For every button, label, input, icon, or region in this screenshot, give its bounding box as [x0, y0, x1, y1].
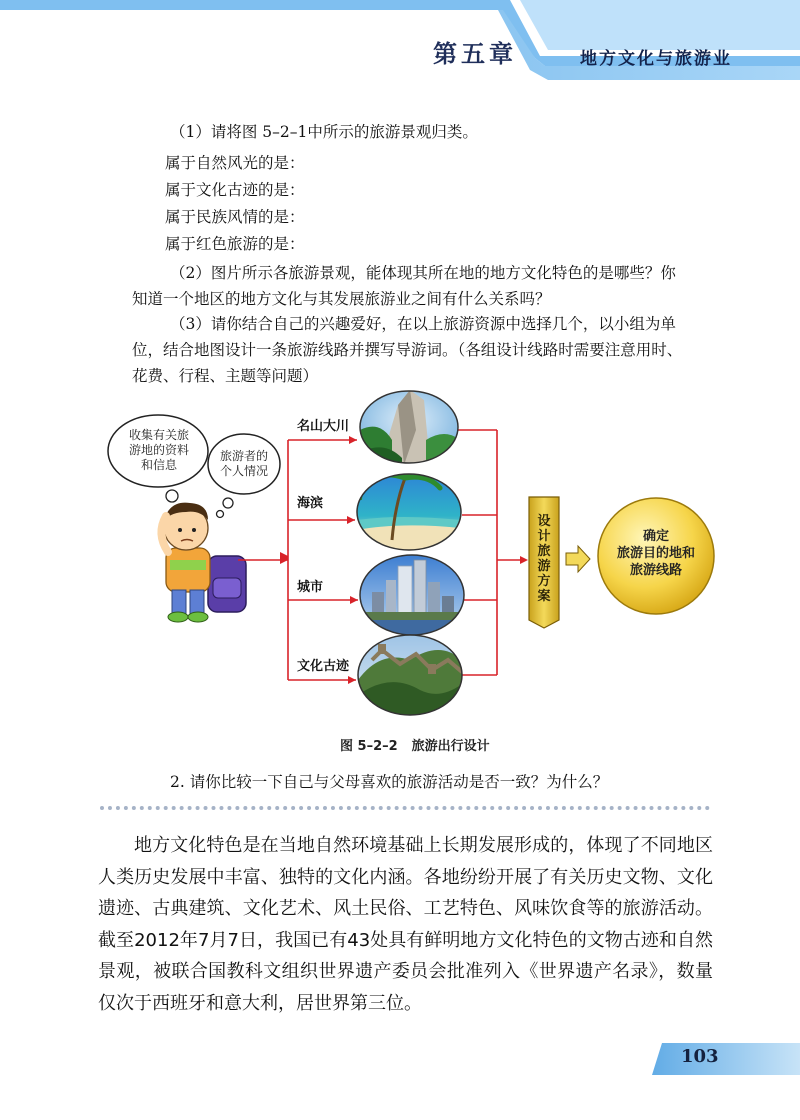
figure-number: 图 5–2–2	[340, 739, 398, 754]
category-natural: 属于自然风光的是：	[165, 154, 305, 172]
result-line: 旅游目的地和	[616, 546, 695, 561]
bubble-info-text	[113, 428, 205, 473]
dotted-divider	[100, 806, 710, 810]
label-mountains: 名山大川	[297, 419, 350, 434]
question-1: （1）请将图 5–2–1中所示的旅游景观归类。	[170, 123, 478, 141]
result-line: 旅游线路	[629, 563, 682, 578]
question-2-text: （2）图片所示各旅游景观，能体现其所在地的地方文化特色的是哪些？你知道一个地区的地方文化与其发展旅游业之间有什么关系吗？	[132, 264, 676, 308]
label-city: 城市	[297, 580, 324, 595]
hollow-arrow	[566, 546, 590, 572]
bubble-info-line: 和信息	[140, 458, 177, 472]
bubble-info-line: 游地的资料	[128, 443, 189, 457]
scene-mountain	[360, 390, 460, 465]
chapter-title: 地方文化与旅游业	[580, 49, 732, 69]
question-compare-parents: 2. 请你比较一下自己与父母喜欢的旅游活动是否一致？为什么？	[170, 773, 609, 791]
category-red-tourism: 属于红色旅游的是：	[165, 235, 305, 253]
body-paragraph: 地方文化特色是在当地自然环境基础上长期发展形成的，体现了不同地区人类历史发展中丰富、独特的文化内涵。各地纷纷开展了有关历史文物、文化遗迹、古典建筑、文化艺术、风土民俗、工艺特色、风味饮食等的旅游活动。截至2012年7月7日，我国已有43处具有鲜明地方文化特色的文物古迹和自然景观，被联合国教科文组织世界遗产委员会批准列入《世界遗产名录》，数量仅次于西班牙和意大利，居世界第三位。	[98, 835, 713, 1014]
chapter-label: 第五章	[433, 40, 517, 68]
scene-city	[360, 555, 464, 636]
figure-title: 旅游出行设计	[411, 739, 490, 754]
scene-great-wall	[358, 635, 462, 716]
question-3-text: （3）请你结合自己的兴趣爱好，在以上旅游资源中选择几个，以小组为单位，结合地图设计一条旅游线路并撰写导游词。（各组设计线路时需要注意用时、花费、行程、主题等问题）	[132, 315, 683, 385]
boy-illustration	[161, 503, 246, 622]
design-plan-label: 设计旅游方案	[537, 514, 551, 604]
bubble-personal-line: 个人情况	[219, 464, 268, 478]
label-seaside: 海滨	[297, 496, 324, 511]
page-number-band	[652, 1043, 800, 1075]
bubble-personal-line: 旅游者的	[219, 449, 268, 463]
label-heritage: 文化古迹	[297, 659, 350, 674]
figure-caption	[340, 735, 490, 754]
category-folk: 属于民族风情的是：	[165, 208, 305, 226]
result-line: 确定	[642, 529, 669, 544]
scene-seaside	[357, 452, 461, 552]
category-heritage: 属于文化古迹的是：	[165, 181, 305, 199]
result-label	[596, 528, 716, 579]
bubble-info-line: 收集有关旅	[128, 428, 189, 442]
page-number: 103	[681, 1046, 719, 1067]
bubble-personal-text	[212, 449, 276, 479]
